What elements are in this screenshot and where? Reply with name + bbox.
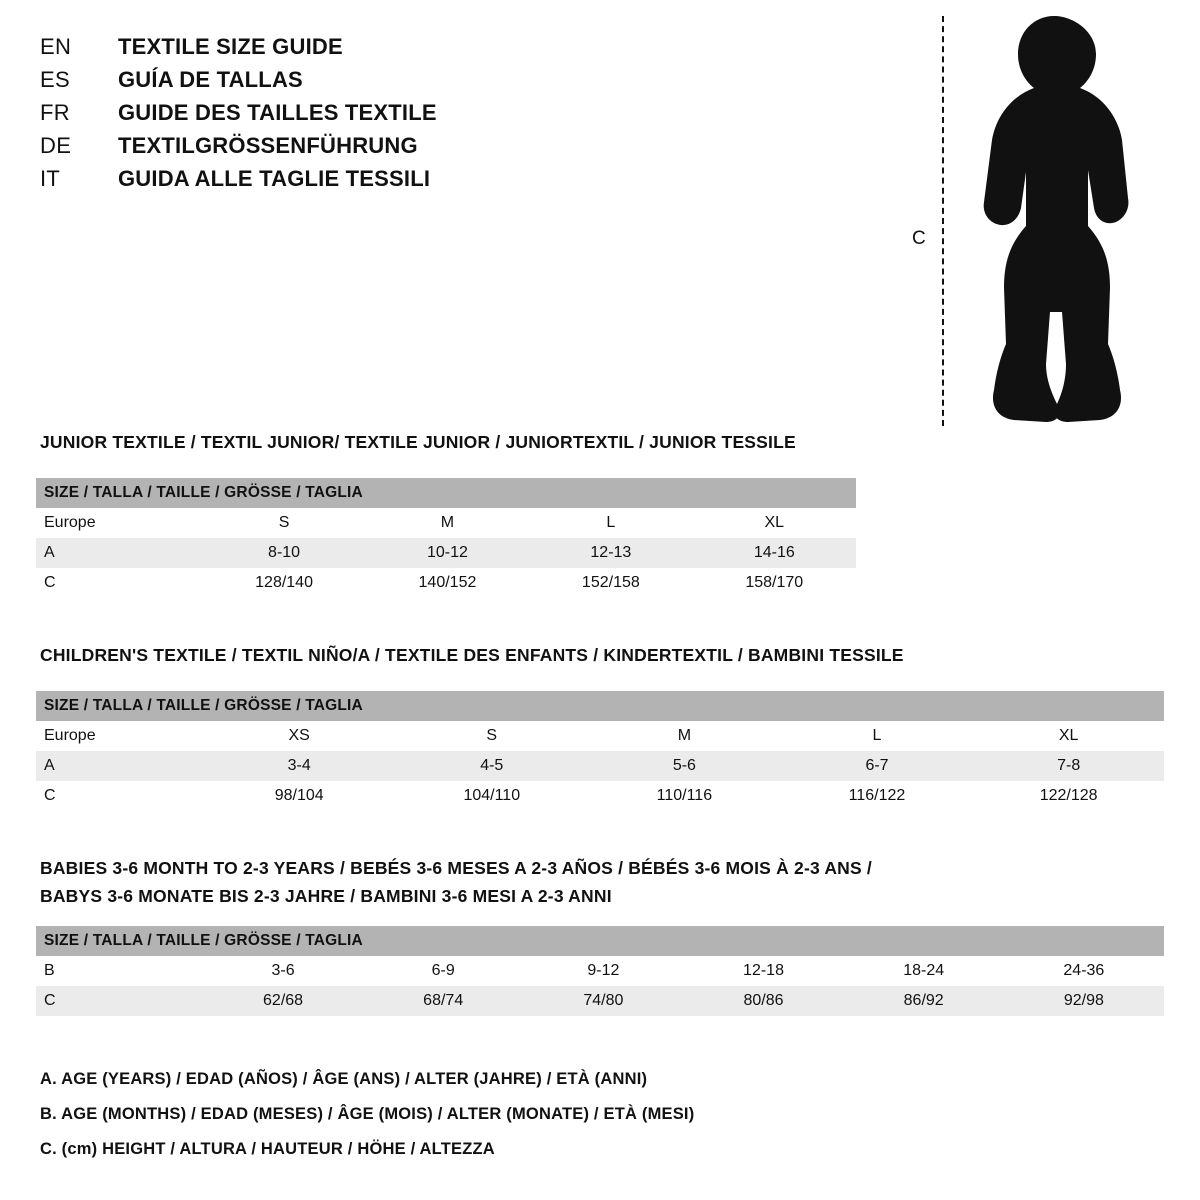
babies-b-value-6: 24-36 <box>1063 962 1105 979</box>
babies-c-value-3: 74/80 <box>583 992 624 1009</box>
junior-c-value-3: 152/158 <box>581 574 640 591</box>
junior-size-header-3: L <box>606 514 616 531</box>
height-measure-figure <box>890 10 1180 430</box>
babies-c-value-1: 62/68 <box>263 992 304 1009</box>
legend-line-c: C. (cm) HEIGHT / ALTURA / HAUTEUR / HÖHE / ALTEZZA <box>40 1140 495 1158</box>
children-a-value-3: 5-6 <box>672 757 696 774</box>
babies-c-value-6: 92/98 <box>1063 992 1104 1009</box>
section-heading-babies-line2: BABYS 3-6 MONATE BIS 2-3 JAHRE / BAMBINI 3-6 MESI A 2-3 ANNI <box>40 886 612 906</box>
table-row <box>36 781 1164 811</box>
language-code-es: ES <box>40 67 70 92</box>
babies-row-key-c: C <box>44 992 56 1009</box>
babies-c-value-5: 86/92 <box>903 992 944 1009</box>
children-a-value-5: 7-8 <box>1057 757 1081 774</box>
children-size-table <box>36 691 1164 811</box>
junior-header-row <box>36 508 856 538</box>
junior-row-key-a: A <box>44 544 55 561</box>
figure-measure-label: C <box>912 228 926 249</box>
junior-c-value-2: 140/152 <box>418 574 477 591</box>
children-region-label: Europe <box>44 727 96 744</box>
babies-band-row <box>36 926 1164 956</box>
language-title-fr: GUIDE DES TAILLES TEXTILE <box>118 100 437 125</box>
junior-c-value-4: 158/170 <box>745 574 804 591</box>
babies-c-value-2: 68/74 <box>423 992 464 1009</box>
junior-row-key-c: C <box>44 574 56 591</box>
junior-size-header-1: S <box>278 514 290 531</box>
junior-c-value-1: 128/140 <box>255 574 313 591</box>
children-c-value-3: 110/116 <box>656 787 713 804</box>
table-row <box>36 538 856 568</box>
table-row <box>36 986 1164 1016</box>
language-row-fr <box>40 100 600 133</box>
children-a-value-4: 6-7 <box>865 757 889 774</box>
table-row <box>36 751 1164 781</box>
language-row-en <box>40 34 600 67</box>
children-size-header-1: XS <box>288 727 310 744</box>
children-size-header-2: S <box>486 727 498 744</box>
language-code-fr: FR <box>40 100 70 125</box>
junior-region-label: Europe <box>44 514 96 531</box>
babies-band-label: SIZE / TALLA / TAILLE / GRÖSSE / TAGLIA <box>36 926 1164 956</box>
children-a-value-2: 4-5 <box>480 757 504 774</box>
legend-line-b: B. AGE (MONTHS) / EDAD (MESES) / ÂGE (MOIS) / ALTER (MONATE) / ETÀ (MESI) <box>40 1105 695 1123</box>
junior-a-value-4: 14-16 <box>753 544 795 561</box>
babies-c-value-4: 80/86 <box>743 992 784 1009</box>
legend-line-a: A. AGE (YEARS) / EDAD (AÑOS) / ÂGE (ANS) / ALTER (JAHRE) / ETÀ (ANNI) <box>40 1070 648 1088</box>
child-silhouette-icon <box>950 12 1160 430</box>
table-row <box>36 568 856 598</box>
babies-b-value-5: 18-24 <box>903 962 945 979</box>
language-title-en: TEXTILE SIZE GUIDE <box>118 34 343 59</box>
junior-band-label: SIZE / TALLA / TAILLE / GRÖSSE / TAGLIA <box>36 478 856 508</box>
babies-b-value-4: 12-18 <box>743 962 784 979</box>
section-heading-children: CHILDREN'S TEXTILE / TEXTIL NIÑO/A / TEXTILE DES ENFANTS / KINDERTEXTIL / BAMBINI TESSILE <box>40 645 904 665</box>
children-c-value-5: 122/128 <box>1039 787 1098 804</box>
language-title-it: GUIDA ALLE TAGLIE TESSILI <box>118 166 431 191</box>
children-size-header-3: M <box>677 727 692 744</box>
junior-size-header-4: XL <box>764 514 785 531</box>
junior-a-value-1: 8-10 <box>268 544 301 561</box>
children-c-value-4: 116/122 <box>848 787 906 804</box>
junior-size-header-2: M <box>440 514 455 531</box>
language-code-en: EN <box>40 34 72 59</box>
children-size-header-5: XL <box>1058 727 1079 744</box>
children-row-key-a: A <box>44 757 55 774</box>
junior-a-value-3: 12-13 <box>590 544 632 561</box>
babies-b-value-3: 9-12 <box>587 962 620 979</box>
language-code-de: DE <box>40 133 72 158</box>
children-c-value-2: 104/110 <box>463 787 521 804</box>
language-row-es <box>40 67 600 100</box>
babies-row-key-b: B <box>44 962 55 979</box>
junior-size-table <box>36 478 856 598</box>
children-a-value-1: 3-4 <box>287 757 311 774</box>
children-header-row <box>36 721 1164 751</box>
language-row-de <box>40 133 600 166</box>
babies-b-value-2: 6-9 <box>431 962 455 979</box>
children-c-value-1: 98/104 <box>274 787 324 804</box>
language-row-it <box>40 166 600 199</box>
language-title-es: GUÍA DE TALLAS <box>118 67 303 92</box>
section-heading-babies-line1: BABIES 3-6 MONTH TO 2-3 YEARS / BEBÉS 3-6 MESES A 2-3 AÑOS / BÉBÉS 3-6 MOIS À 2-3 ANS / <box>40 858 872 878</box>
junior-a-value-2: 10-12 <box>427 544 468 561</box>
table-row <box>36 956 1164 986</box>
section-heading-junior: JUNIOR TEXTILE / TEXTIL JUNIOR/ TEXTILE JUNIOR / JUNIORTEXTIL / JUNIOR TESSILE <box>40 432 796 452</box>
height-dashed-line <box>942 16 944 426</box>
children-band-row <box>36 691 1164 721</box>
language-title-block <box>40 34 600 199</box>
children-row-key-c: C <box>44 787 56 804</box>
babies-b-value-1: 3-6 <box>271 962 295 979</box>
junior-band-row <box>36 478 856 508</box>
children-band-label: SIZE / TALLA / TAILLE / GRÖSSE / TAGLIA <box>36 691 1164 721</box>
babies-size-table <box>36 926 1164 1016</box>
language-code-it: IT <box>40 166 61 191</box>
language-title-de: TEXTILGRÖSSENFÜHRUNG <box>118 133 418 158</box>
children-size-header-4: L <box>872 727 882 744</box>
